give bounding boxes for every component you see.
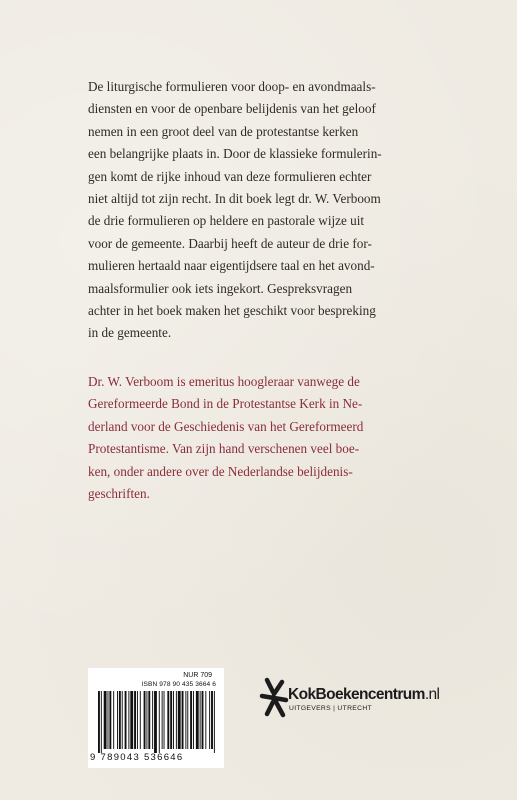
barcode-bar xyxy=(113,691,114,749)
barcode-bar xyxy=(209,691,210,749)
barcode-bar xyxy=(205,691,206,749)
barcode-bar xyxy=(185,691,186,749)
barcode-bar xyxy=(202,691,204,749)
author-bio xyxy=(88,371,438,505)
barcode-bar xyxy=(159,691,160,753)
barcode-bar xyxy=(211,691,213,749)
description-line: achter in het boek maken het geschikt voor bespreking xyxy=(88,303,376,319)
barcode-bar xyxy=(109,691,111,749)
barcode-bar xyxy=(173,691,174,749)
barcode-bar xyxy=(187,691,188,749)
barcode-bar xyxy=(117,691,118,749)
description-line: gen komt de rijke inhoud van deze formulieren echter xyxy=(88,168,372,184)
barcode-bar xyxy=(164,691,165,749)
barcode-bar xyxy=(98,691,100,753)
barcode-bar xyxy=(104,691,107,749)
barcode-bar xyxy=(122,691,123,749)
barcode-bar xyxy=(176,691,177,749)
barcode-bar xyxy=(182,691,184,749)
description-line: niet altijd tot zijn recht. In dit boek legt dr. W. Verboom xyxy=(88,191,381,207)
description-line: in de gemeente. xyxy=(88,325,172,341)
description-line: mulieren hertaald naar eigentijdsere taal en het avond- xyxy=(88,258,375,274)
isbn-number: ISBN 978 90 435 3664 6 xyxy=(141,681,216,688)
description-line: maalsformulier ook iets ingekort. Gespreksvragen xyxy=(88,280,353,296)
barcode-bar xyxy=(130,691,133,749)
publisher-tagline: UITGEVERS | UTRECHT xyxy=(289,705,372,712)
publisher-logo xyxy=(258,676,498,722)
author-bio-line: Dr. W. Verboom is emeritus hoogleraar vanwege de xyxy=(88,374,360,389)
barcode-bar xyxy=(193,691,194,749)
barcode-bar xyxy=(152,691,153,749)
barcode-bar xyxy=(125,691,127,749)
barcode-bar xyxy=(190,691,192,749)
barcode-bar xyxy=(134,691,136,749)
barcode-bar xyxy=(148,691,150,749)
book-description xyxy=(88,76,438,345)
nur-code: NUR 709 xyxy=(183,672,212,679)
barcode-bar xyxy=(196,691,199,749)
barcode-bar xyxy=(144,691,146,749)
author-bio-line: geschriften. xyxy=(88,486,150,502)
author-bio-line: Protestantisme. Van zijn hand verschenen veel boe- xyxy=(88,441,360,457)
author-bio-line: Gereformeerde Bond in de Protestantse Kerk in Ne- xyxy=(88,396,363,412)
author-bio-line: derland voor de Geschiedenis van het Gereformeerd xyxy=(88,418,364,434)
description-line: nemen in een groot deel van de protestantse kerken xyxy=(88,123,359,139)
barcode-bar xyxy=(137,691,138,749)
ean-number: 9 789043 536646 xyxy=(90,752,184,763)
barcode-bar xyxy=(167,691,169,749)
barcode-bar xyxy=(200,691,201,749)
barcode-bar xyxy=(119,691,121,749)
barcode-bar xyxy=(162,691,163,749)
publisher-name-suffix: .nl xyxy=(424,686,440,703)
description-line: voor de gemeente. Daarbij heeft de auteur de drie for- xyxy=(88,235,372,251)
barcode-bar xyxy=(146,691,147,749)
kok-boekencentrum-logo-icon xyxy=(258,676,292,720)
barcode-bar xyxy=(140,691,141,749)
barcode-bar xyxy=(154,691,157,753)
barcode-bar xyxy=(214,691,215,753)
barcode-bar xyxy=(108,691,109,749)
description-line: De liturgische formulieren voor doop- en avondmaals- xyxy=(88,79,376,94)
barcode-bar xyxy=(170,691,172,749)
barcode-bars xyxy=(98,691,216,753)
description-line: diensten en voor de openbare belijdenis van het geloof xyxy=(88,101,376,117)
description-line: een belangrijke plaats in. Door de klassieke formulerin- xyxy=(88,146,382,162)
author-bio-line: ken, onder andere over de Nederlandse belijdenis- xyxy=(88,463,353,479)
barcode-bar xyxy=(178,691,181,749)
barcode-bar xyxy=(101,691,102,753)
isbn-barcode xyxy=(88,668,224,768)
barcode-bar xyxy=(128,691,129,749)
publisher-name-main: KokBoekencentrum xyxy=(288,686,425,703)
description-line: de drie formulieren op heldere en pastorale wijze uit xyxy=(88,213,365,229)
publisher-name xyxy=(288,686,439,704)
